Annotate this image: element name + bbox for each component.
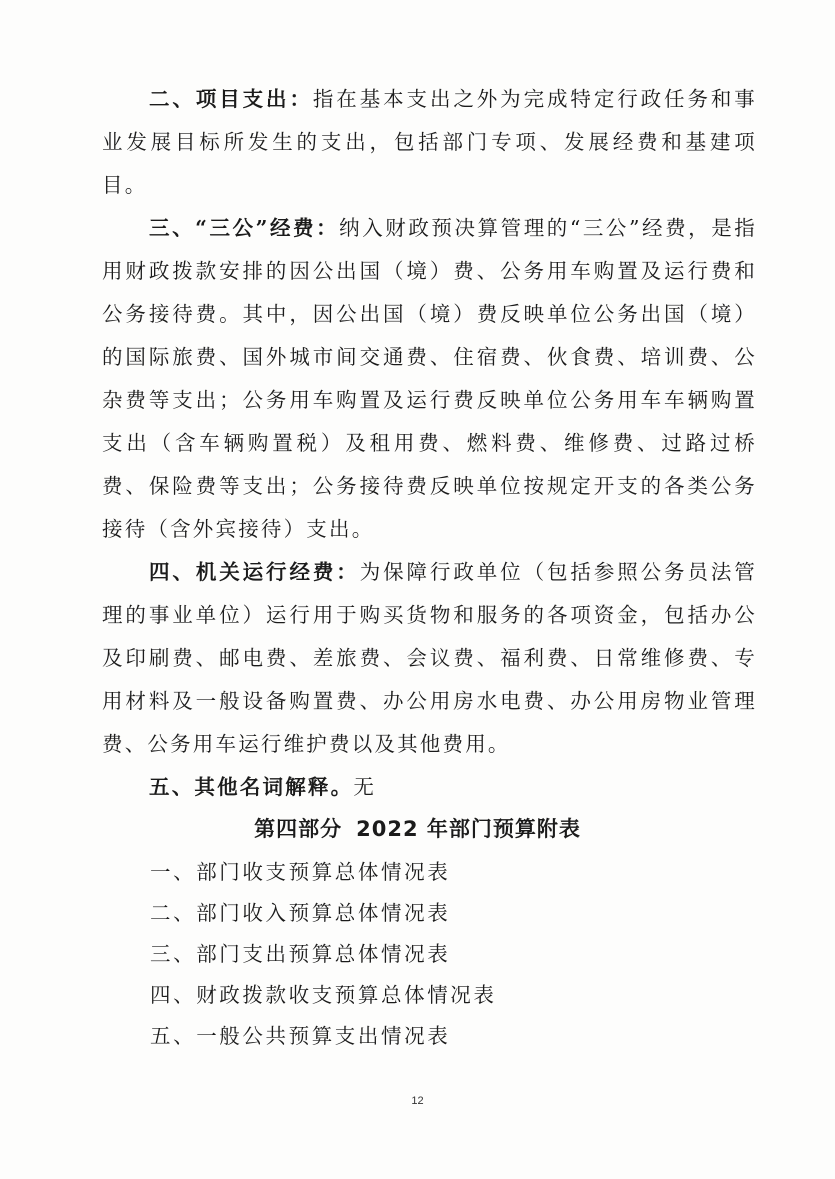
paragraph-other-terms bbox=[102, 766, 757, 809]
list-item: 五、一般公共预算支出情况表 bbox=[150, 1024, 451, 1048]
definition-other-terms: 无 bbox=[353, 775, 377, 799]
definition-operating-expenses: 为保障行政单位（包括参照公务员法管理的事业单位）运行用于购买货物和服务的各项资金，包括办公及印刷费、邮电费、差旅费、会议费、福利费、日常维修费、专用材料及一般设备购置费、办公用房水电费、办公用房物业管理费、公务用车运行维护费以及其他费用。 bbox=[102, 560, 757, 756]
list-item: 二、部门收入预算总体情况表 bbox=[150, 901, 451, 925]
term-three-public-expenses: 三、“三公”经费： bbox=[149, 216, 340, 240]
list-item: 三、部门支出预算总体情况表 bbox=[150, 942, 451, 966]
paragraph-operating-expenses bbox=[102, 551, 757, 766]
section-title bbox=[0, 813, 835, 843]
term-other-terms: 五、其他名词解释。 bbox=[149, 775, 354, 799]
list-item: 四、财政拨款收支预算总体情况表 bbox=[150, 983, 497, 1007]
section-title-text: 2022 年部门预算附表 bbox=[356, 817, 581, 841]
list-item: 一、部门收支预算总体情况表 bbox=[150, 860, 451, 884]
body-text bbox=[102, 78, 757, 809]
term-project-expenditure: 二、项目支出： bbox=[149, 87, 313, 111]
paragraph-project-expenditure bbox=[102, 78, 757, 207]
section-part-label: 第四部分 bbox=[254, 817, 343, 841]
page-number: 12 bbox=[411, 1095, 424, 1107]
paragraph-three-public-expenses bbox=[102, 207, 757, 551]
term-operating-expenses: 四、机关运行经费： bbox=[149, 560, 360, 584]
definition-project-expenditure: 指在基本支出之外为完成特定行政任务和事业发展目标所发生的支出，包括部门专项、发展经费和基建项目。 bbox=[102, 87, 757, 197]
definition-three-public-expenses: 纳入财政预决算管理的“三公”经费，是指用财政拨款安排的因公出国（境）费、公务用车购置及运行费和公务接待费。其中，因公出国（境）费反映单位公务出国（境）的国际旅费、国外城市间交通费、住宿费、伙食费、培训费、公杂费等支出；公务用车购置及运行费反映单位公务用车车辆购置支出（含车辆购置税）及租用费、燃料费、维修费、过路过桥费、保险费等支出；公务接待费反映单位按规定开支的各类公务接待（含外宾接待）支出。 bbox=[102, 216, 757, 541]
appendix-table-list bbox=[150, 852, 497, 1057]
